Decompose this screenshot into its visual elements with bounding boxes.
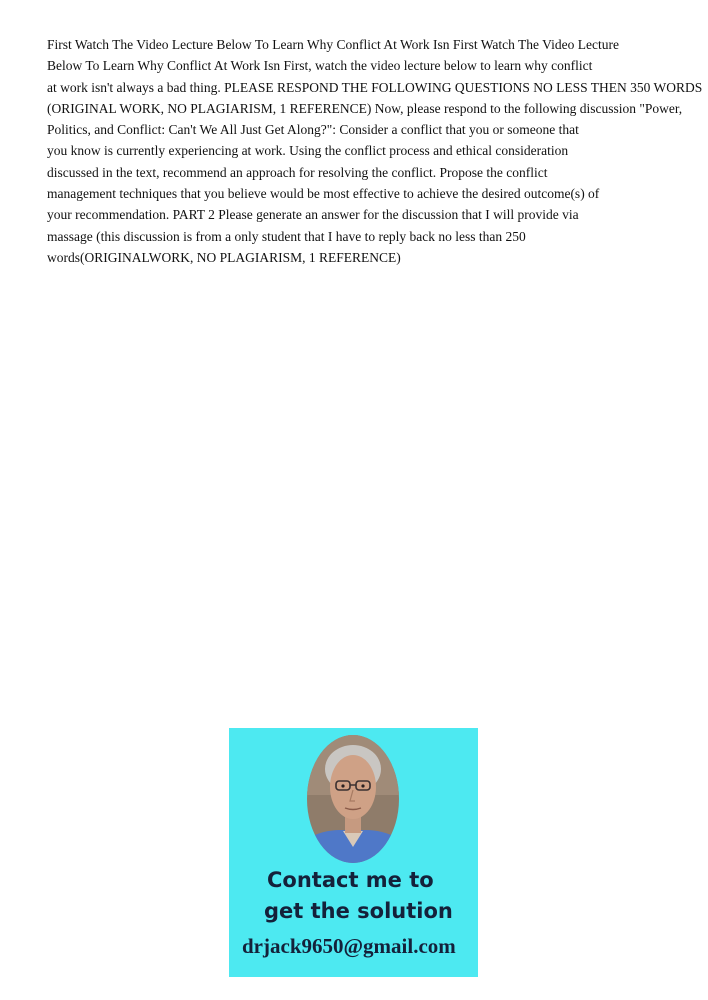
text-line: words(ORIGINALWORK, NO PLAGIARISM, 1 REFERENCE) bbox=[47, 249, 401, 265]
text-line: discussed in the text, recommend an approach for resolving the conflict. Propose the conflict bbox=[47, 164, 548, 180]
text-line: you know is currently experiencing at work. Using the conflict process and ethical consideration bbox=[47, 143, 569, 159]
contact-ad-banner[interactable] bbox=[229, 728, 478, 977]
author-portrait bbox=[307, 735, 399, 863]
text-line: First Watch The Video Lecture Below To Learn Why Conflict At Work Isn First Watch The Video Lecture bbox=[47, 37, 619, 52]
text-line: Politics, and Conflict: Can't We All Just Get Along?": Consider a conflict that you or someone that bbox=[47, 122, 579, 138]
document-body bbox=[47, 34, 708, 268]
portrait-image bbox=[307, 735, 399, 863]
text-line: your recommendation. PART 2 Please generate an answer for the discussion that I will provide via bbox=[47, 207, 579, 223]
text-line: (ORIGINAL WORK, NO PLAGIARISM, 1 REFERENCE) Now, please respond to the following discussion "Power, bbox=[47, 100, 683, 116]
text-line: Below To Learn Why Conflict At Work Isn First, watch the video lecture below to learn why conflict bbox=[47, 58, 593, 74]
cta-line-2: get the solution bbox=[264, 899, 453, 923]
text-line: at work isn't always a bad thing. PLEASE RESPOND THE FOLLOWING QUESTIONS NO LESS THEN 350 WORDS bbox=[47, 79, 703, 95]
text-line: management techniques that you believe would be most effective to achieve the desired outcome(s) of bbox=[47, 186, 600, 202]
text-line: massage (this discussion is from a only student that I have to reply back no less than 250 bbox=[47, 228, 526, 244]
contact-email[interactable]: drjack9650@gmail.com bbox=[242, 934, 456, 958]
cta-line-1: Contact me to bbox=[267, 868, 434, 892]
